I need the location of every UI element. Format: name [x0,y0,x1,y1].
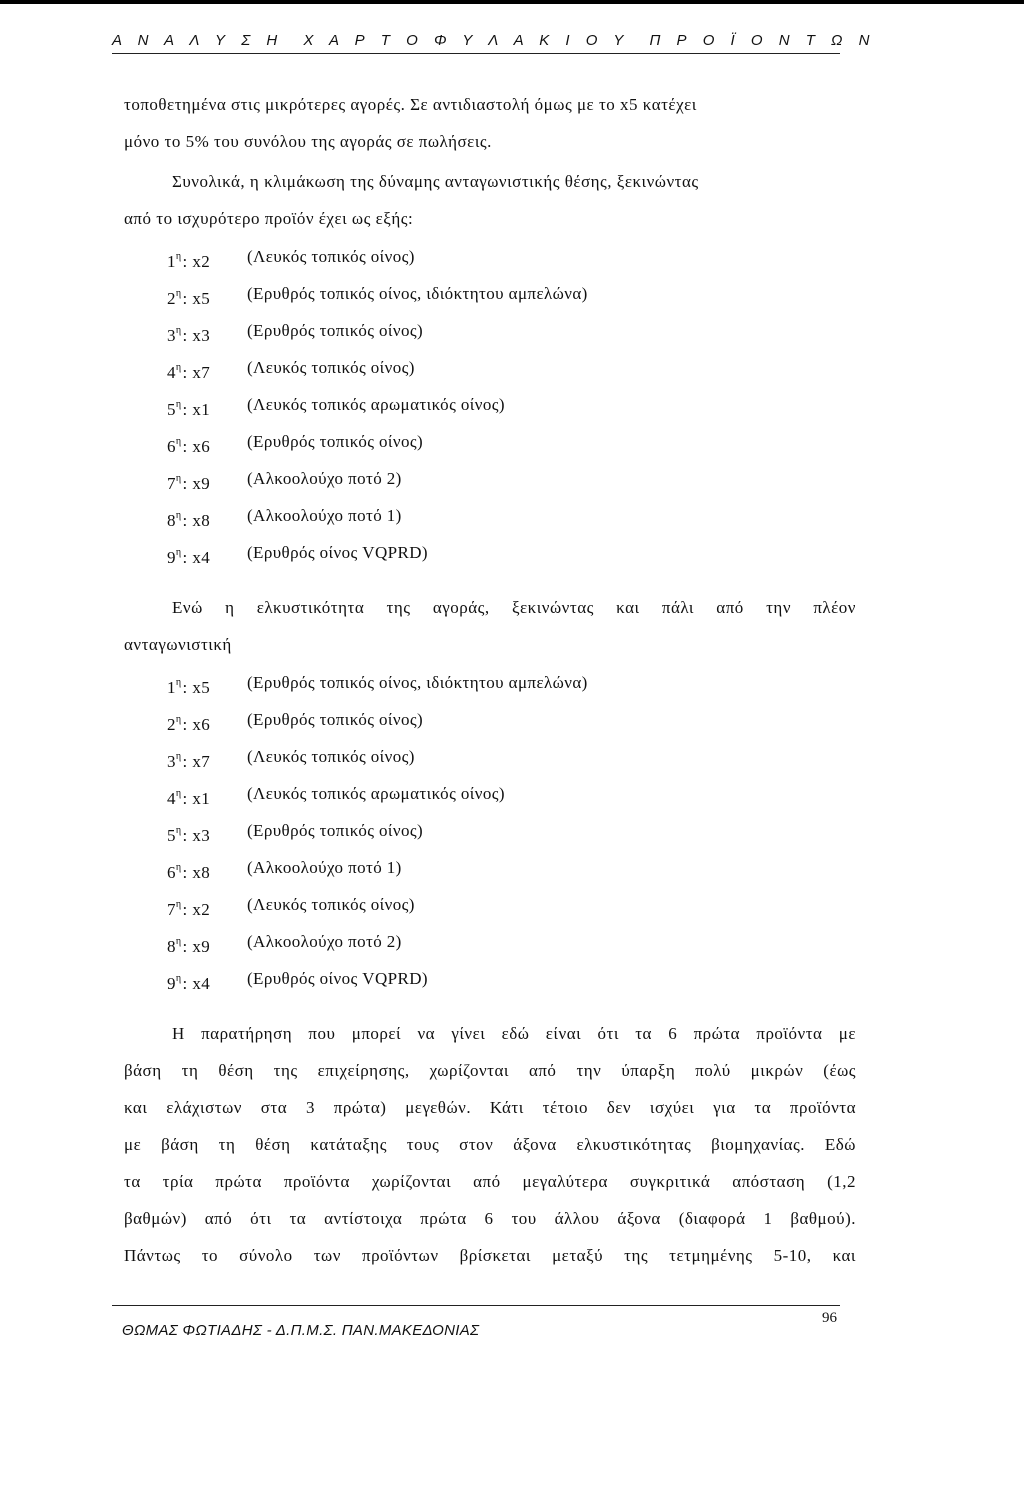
header-divider [112,53,840,54]
product-description: (Λευκός τοπικός οίνος) [247,747,415,766]
competitive-ranking-list [167,238,588,571]
rank-label: $6^\eta$: x6 [167,436,211,456]
list-item [167,534,588,571]
rank-label: $7^\eta$: x9 [167,473,211,493]
product-description: (Ερυθρός τοπικός οίνος, ιδιόκτητου αμπελώνα) [247,673,588,692]
rank-label: $4^\eta$: x7 [167,362,211,382]
paragraph-4 [124,1015,856,1274]
attractiveness-ranking-list [167,664,588,997]
rank-label: $8^\eta$: x8 [167,510,211,530]
list-item [167,849,588,886]
footer-author: ΘΩΜΑΣ ΦΩΤΙΑΔΗΣ - Δ.Π.Μ.Σ. ΠΑΝ.ΜΑΚΕΔΟΝΙΑΣ [122,1322,480,1339]
product-description: (Αλκοολούχο ποτό 1) [247,858,402,877]
paragraph-line: μόνο το 5% του συνόλου της αγοράς σε πωλήσεις. [124,132,492,151]
paragraph-line: Πάντως το σύνολο των προϊόντων βρίσκεται μεταξύ της τετμημένης 5-10, και [124,1246,856,1265]
paragraph-1 [124,86,856,160]
list-item [167,738,588,775]
list-item [167,312,588,349]
paragraph-line: Συνολικά, η κλιμάκωση της δύναμης ανταγωνιστικής θέσης, ξεκινώντας [172,172,699,191]
product-description: (Αλκοολούχο ποτό 1) [247,506,402,525]
rank-label: $3^\eta$: x3 [167,325,211,345]
header-word-3: Π Ρ Ο Ϊ Ο Ν Τ Ω Ν [649,32,876,49]
rank-label: $1^\eta$: x2 [167,251,211,271]
product-description: (Ερυθρός οίνος VQPRD) [247,543,428,562]
paragraph-line: βάση τη θέση της επιχείρησης, χωρίζονται από την ύπαρξη πολύ μικρών (έως [124,1061,856,1080]
product-description: (Ερυθρός οίνος VQPRD) [247,969,428,988]
rank-label: $1^\eta$: x5 [167,677,211,697]
rank-label: $5^\eta$: x3 [167,825,211,845]
list-item [167,497,588,534]
paragraph-line: και ελάχιστων στα 3 πρώτα) μεγεθών. Κάτι τέτοιο δεν ισχύει για τα προϊόντα [124,1098,856,1117]
product-description: (Ερυθρός τοπικός οίνος) [247,710,424,729]
list-item [167,960,588,997]
paragraph-line: τοποθετημένα στις μικρότερες αγορές. Σε αντιδιαστολή όμως με το x5 κατέχει [124,95,697,114]
rank-label: $2^\eta$: x6 [167,714,211,734]
list-item [167,386,588,423]
footer-divider [112,1305,840,1306]
list-item [167,923,588,960]
paragraph-line: βαθμών) από ότι τα αντίστοιχα πρώτα 6 του άλλου άξονα (διαφορά 1 βαθμού). [124,1209,856,1228]
product-description: (Ερυθρός τοπικός οίνος) [247,432,424,451]
list-item [167,886,588,923]
rank-label: $4^\eta$: x1 [167,788,211,808]
product-description: (Λευκός τοπικός οίνος) [247,895,415,914]
page-number: 96 [822,1310,837,1326]
paragraph-3 [124,589,856,663]
list-item [167,460,588,497]
rank-label: $2^\eta$: x5 [167,288,211,308]
product-description: (Αλκοολούχο ποτό 2) [247,932,402,951]
list-item [167,812,588,849]
product-description: (Ερυθρός τοπικός οίνος, ιδιόκτητου αμπελώνα) [247,284,588,303]
rank-label: $9^\eta$: x4 [167,547,211,567]
product-description: (Αλκοολούχο ποτό 2) [247,469,402,488]
list-item [167,275,588,312]
product-description: (Ερυθρός τοπικός οίνος) [247,321,424,340]
rank-label: $7^\eta$: x2 [167,899,211,919]
header-word-2: Χ Α Ρ Τ Ο Φ Υ Λ Α Κ Ι Ο Υ [303,32,630,49]
paragraph-line: με βάση τη θέση κατάταξης τους στον άξονα ελκυστικότητας βιομηχανίας. Εδώ [124,1135,856,1154]
product-description: (Λευκός τοπικός αρωματικός οίνος) [247,784,505,803]
paragraph-line: τα τρία πρώτα προϊόντα χωρίζονται από μεγαλύτερα συγκριτικά απόσταση (1,2 [124,1172,856,1191]
paragraph-line: Η παρατήρηση που μπορεί να γίνει εδώ είναι ότι τα 6 πρώτα προϊόντα με [172,1024,856,1043]
rank-label: $3^\eta$: x7 [167,751,211,771]
rank-label: $9^\eta$: x4 [167,973,211,993]
header-word-1: Α Ν Α Λ Υ Σ Η [112,32,284,49]
list-item [167,349,588,386]
list-item [167,423,588,460]
list-item [167,701,588,738]
paragraph-2 [124,163,856,237]
paragraph-line: από το ισχυρότερο προϊόν έχει ως εξής: [124,209,414,228]
product-description: (Ερυθρός τοπικός οίνος) [247,821,424,840]
rank-label: $6^\eta$: x8 [167,862,211,882]
paragraph-line: ανταγωνιστική [124,635,232,654]
paragraph-line: Ενώ η ελκυστικότητα της αγοράς, ξεκινώντας και πάλι από την πλέον [172,598,856,617]
rank-label: $8^\eta$: x9 [167,936,211,956]
product-description: (Λευκός τοπικός οίνος) [247,358,415,377]
product-description: (Λευκός τοπικός αρωματικός οίνος) [247,395,505,414]
list-item [167,775,588,812]
rank-label: $5^\eta$: x1 [167,399,211,419]
list-item [167,238,588,275]
list-item [167,664,588,701]
scan-edge [0,0,1024,4]
product-description: (Λευκός τοπικός οίνος) [247,247,415,266]
